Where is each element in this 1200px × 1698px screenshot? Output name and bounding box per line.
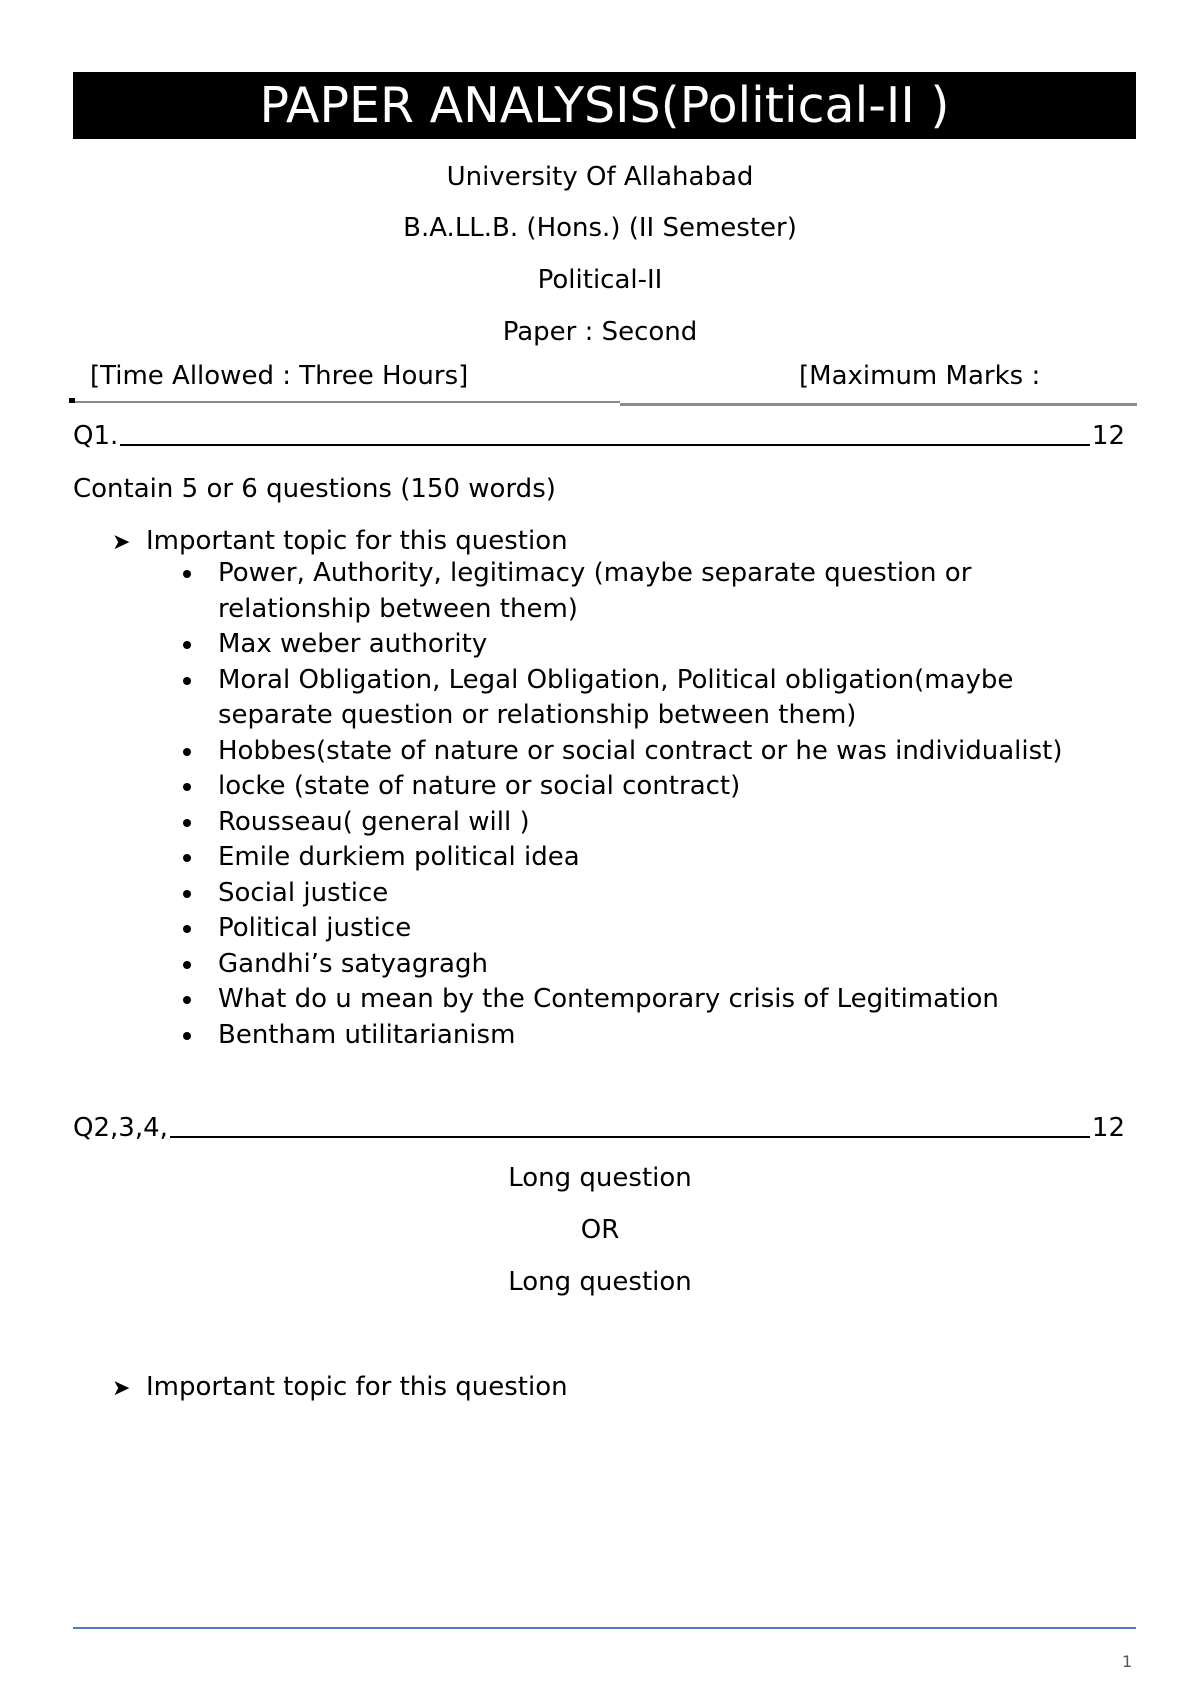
subject-name: Political-II [537, 265, 663, 295]
list-item: Moral Obligation, Legal Obligation, Political obligation(maybe separate question or relationship between them) [176, 663, 1106, 734]
bullet-icon [183, 1032, 191, 1040]
course-name: B.A.LL.B. (Hons.) (II Semester) [403, 213, 797, 243]
bullet-icon [183, 677, 191, 685]
bullet-icon [183, 996, 191, 1004]
list-item: Gandhi’s satyagragh [176, 947, 1106, 983]
list-item: Max weber authority [176, 627, 1106, 663]
list-item: Political justice [176, 911, 1106, 947]
q2-long-question-2: Long question [508, 1267, 692, 1297]
bullet-icon [183, 961, 191, 969]
q2-important-heading [112, 1371, 568, 1405]
q1-label: Q1. [73, 421, 119, 451]
q1-important-label: Important topic for this question [146, 526, 568, 556]
q1-fill-line [120, 444, 1090, 446]
list-item: Bentham utilitarianism [176, 1018, 1106, 1054]
university-name: University Of Allahabad [446, 162, 754, 192]
q2-or: OR [580, 1215, 620, 1245]
q1-important-heading [112, 525, 568, 559]
list-item: Rousseau( general will ) [176, 805, 1106, 841]
q2-label: Q2,3,4, [73, 1113, 168, 1143]
q2-fill-line [170, 1136, 1090, 1138]
bullet-icon [183, 854, 191, 862]
list-item: What do u mean by the Contemporary crisis of Legitimation [176, 982, 1106, 1018]
list-item: locke (state of nature or social contract) [176, 769, 1106, 805]
page-number: 1 [1122, 1652, 1133, 1671]
arrow-bullet-icon: ➤ [112, 530, 131, 555]
bullet-icon [183, 748, 191, 756]
header-rule-left [75, 401, 620, 403]
list-item: Emile durkiem political idea [176, 840, 1106, 876]
paper-name: Paper : Second [502, 317, 698, 347]
page-title-banner: PAPER ANALYSIS(Political-II ) [73, 72, 1136, 139]
list-item: Power, Authority, legitimacy (maybe separate question or relationship between them) [176, 556, 1106, 627]
bullet-icon [183, 819, 191, 827]
header-rule-right [620, 403, 1137, 406]
arrow-bullet-icon: ➤ [112, 1376, 131, 1401]
list-item: Hobbes(state of nature or social contract or he was individualist) [176, 734, 1106, 770]
list-item: Social justice [176, 876, 1106, 912]
q1-row [73, 418, 1125, 452]
q2-row [73, 1110, 1125, 1144]
time-allowed: [Time Allowed : Three Hours] [90, 361, 469, 391]
q1-topic-list [176, 556, 1106, 1053]
bullet-icon [183, 783, 191, 791]
footer-rule [73, 1627, 1136, 1629]
bullet-icon [183, 641, 191, 649]
q1-description: Contain 5 or 6 questions (150 words) [73, 474, 556, 504]
maximum-marks: [Maximum Marks : [799, 361, 1041, 391]
q2-important-label: Important topic for this question [146, 1372, 568, 1402]
bullet-icon [183, 925, 191, 933]
bullet-icon [183, 890, 191, 898]
q1-marks: 12 [1091, 421, 1125, 451]
q2-marks: 12 [1091, 1113, 1125, 1143]
bullet-icon [183, 570, 191, 578]
q2-long-question-1: Long question [508, 1163, 692, 1193]
